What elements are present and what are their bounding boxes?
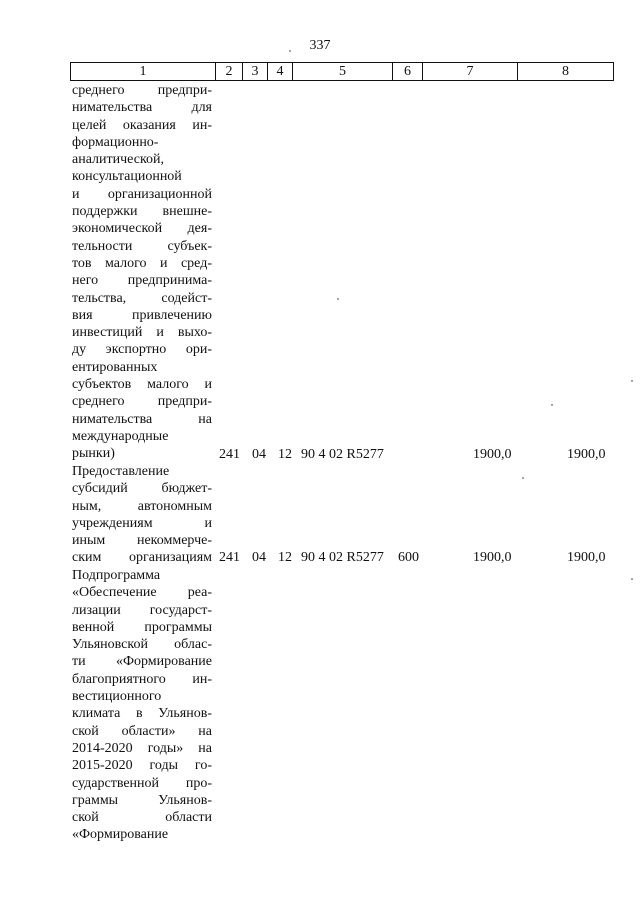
row-1-description: среднего предпри- нимательства для целей оказания ин- формационно- аналитической, консультационной и организационной поддержки внешне- экономической дея- тельности субъек- тов малого и сред- него предпринима- тельства, содейст- вия привлечению инвестиций и выхо- ду экспортно ори- ентированных субъектов малого и среднего предпри- нимательства на международные рынки) <box>72 83 212 462</box>
header-col-8: 8 <box>518 63 614 81</box>
scan-speck <box>522 477 524 479</box>
header-col-1: 1 <box>71 63 216 81</box>
row-1-section: 04 <box>252 447 266 462</box>
row-2-ministry: 241 <box>219 550 240 565</box>
header-col-7: 7 <box>423 63 518 81</box>
header-row <box>71 63 614 81</box>
row-2-subsection: 12 <box>278 550 292 565</box>
row-2-sum-2015: 1900,0 <box>473 550 512 565</box>
row-2-target: 90 4 02 R5277 <box>301 550 384 565</box>
page-number: 337 <box>309 38 331 53</box>
row-2-vr: 600 <box>398 550 419 565</box>
row-3-description: Подпрограмма «Обеспечение реа- лизации государст- венной программы Ульяновской облас- ти «Формирование благоприятного ин- вестиционного климата в Ульянов- ской области» на 2014-2020 годы» на 2015-2020 годы го- сударственной про- граммы Ульянов- ской области «Формирование <box>72 568 212 843</box>
scan-speck <box>631 380 633 382</box>
row-2-description: Предоставление субсидий бюджет- ным, автономным учреждениям и иным некоммерче- ским организациям <box>72 464 212 566</box>
row-1-sum-2015: 1900,0 <box>473 447 512 462</box>
table-header <box>70 62 614 81</box>
row-2-sum-2016: 1900,0 <box>567 550 606 565</box>
row-1-subsection: 12 <box>278 447 292 462</box>
scan-speck <box>551 404 553 406</box>
scan-speck <box>289 50 291 52</box>
header-col-5: 5 <box>293 63 393 81</box>
row-1-target: 90 4 02 R5277 <box>301 447 384 462</box>
scan-speck <box>631 578 633 580</box>
header-col-3: 3 <box>243 63 268 81</box>
scan-speck <box>337 298 339 300</box>
header-col-2: 2 <box>216 63 243 81</box>
row-2-section: 04 <box>252 550 266 565</box>
header-col-4: 4 <box>268 63 293 81</box>
row-1-sum-2016: 1900,0 <box>567 447 606 462</box>
row-1-ministry: 241 <box>219 447 240 462</box>
header-col-6: 6 <box>393 63 423 81</box>
